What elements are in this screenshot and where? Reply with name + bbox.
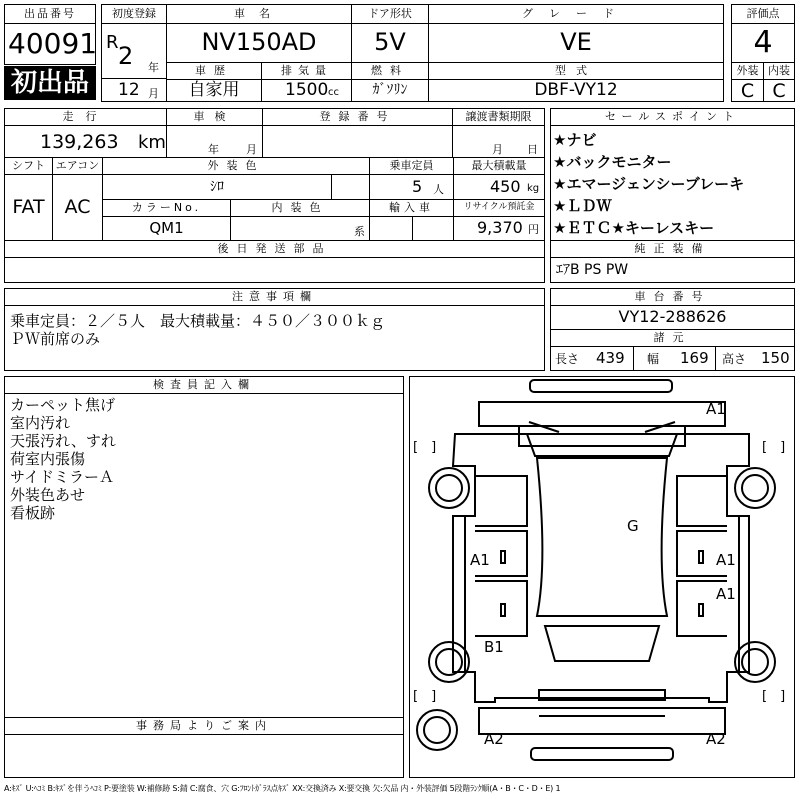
interior-color-unit: 系	[354, 225, 365, 238]
damage-mark-glass: G	[627, 517, 639, 535]
inspection-month-unit: 月	[246, 143, 257, 156]
width-label: 幅	[647, 352, 660, 366]
registration-number-label: 登録番号	[319, 110, 396, 123]
year-unit: 年	[148, 61, 159, 74]
notes-list	[10, 312, 385, 348]
sales-point: ★ナビ	[553, 131, 597, 149]
length: 439	[596, 349, 625, 367]
equipment: ｴｱB PS PW	[556, 262, 629, 278]
ac-label: エアコン	[55, 159, 100, 172]
inspector-note: 外装色あせ	[10, 486, 86, 504]
damage-mark-front: A1	[706, 400, 726, 418]
overall-score: 4	[753, 25, 773, 60]
car-history-label: 車歴	[195, 64, 233, 77]
fuel-label: 燃料	[371, 64, 409, 77]
notes-label: 注意事項欄	[232, 290, 317, 303]
inspector-note: サイドミラーＡ	[10, 468, 114, 486]
sales-point: ★エマージェンシーブレーキ	[553, 175, 745, 193]
bracket-rear-right: [ ]	[762, 689, 786, 704]
car-name: NV150AD	[201, 28, 317, 56]
length-label: 長さ	[555, 352, 580, 366]
interior-grade: C	[772, 80, 786, 102]
score-label: 評価点	[746, 7, 780, 20]
sales-points-label: セールスポイント	[604, 110, 740, 123]
registration-year: 2	[118, 42, 134, 70]
displacement-label: 排気量	[281, 64, 332, 77]
damage-mark-right-door: A1	[716, 551, 736, 569]
car-history: 自家用	[188, 80, 240, 100]
grade-label: グレード	[522, 7, 630, 20]
model-code: DBF-VY12	[534, 80, 618, 100]
height: 150	[761, 349, 790, 367]
office-notice-label: 事務局よりご案内	[136, 719, 272, 732]
max-load: 450	[490, 177, 521, 196]
import-label: 輸入車	[389, 201, 434, 214]
mileage: 139,263	[40, 131, 119, 153]
damage-mark-left-door: A1	[470, 551, 490, 569]
sales-point: ★ＬＤＷ	[553, 197, 612, 215]
lot-number-label: 出品番号	[24, 7, 76, 20]
car-name-label: 車名	[234, 7, 284, 20]
width: 169	[680, 349, 709, 367]
interior-color-label: 内装色	[271, 201, 329, 214]
note-line: ＰＷ前席のみ	[10, 330, 101, 348]
inspector-note: 看板跡	[10, 504, 56, 522]
recycle-deposit-label: リサイクル預託金	[463, 202, 535, 212]
transfer-month-unit: 月	[492, 143, 503, 156]
recycle-unit: 円	[528, 223, 539, 236]
exterior-grade-label: 外装	[736, 64, 759, 77]
specs-label: 諸元	[653, 331, 692, 344]
door-type-label: ドア形状	[368, 7, 412, 20]
air-conditioner: AC	[64, 196, 91, 218]
inspector-note: 天張汚れ、すれ	[10, 432, 116, 450]
equipment-label: 純正装備	[634, 242, 711, 255]
damage-mark-left-rear-wheel: B1	[484, 638, 504, 656]
shift: FAT	[12, 196, 45, 218]
max-load-label: 最大積載量	[471, 159, 527, 172]
inspector-note: 室内汚れ	[10, 414, 71, 432]
capacity-unit: 人	[433, 183, 444, 196]
interior-grade-label: 内装	[768, 64, 790, 77]
transfer-docs-deadline-label: 譲渡書類期限	[465, 110, 532, 123]
color-number-label: カラーNo.	[131, 201, 202, 214]
door-type: 5V	[374, 28, 406, 56]
transfer-day-unit: 日	[527, 143, 538, 156]
height-label: 高さ	[722, 352, 747, 366]
shift-label: シフト	[12, 159, 45, 172]
damage-code-legend: A:ｷｽﾞ U:ﾍｺﾐ B:ｷｽﾞを伴うﾍｺﾐ P:要塗装 W:補修跡 S:錆 C:腐食、穴 G:ﾌﾛﾝﾄｶﾞﾗｽ点ｷｽﾞ XX:交換済み X:要交換 欠:欠品 内・外装評価 5段階ﾗﾝｸ順(A・B・C・D・E) 1	[4, 784, 561, 793]
month-unit: 月	[148, 87, 159, 100]
max-load-unit: kg	[527, 183, 540, 194]
bracket-front-right: [ ]	[762, 440, 786, 455]
chassis-number: VY12-288626	[618, 307, 727, 326]
displacement-unit: cc	[328, 87, 339, 98]
damage-mark-rear-left: A2	[484, 730, 504, 748]
mileage-unit: km	[138, 132, 166, 153]
exterior-color-label: 外装色	[207, 159, 265, 172]
recycle-deposit: 9,370	[477, 218, 523, 237]
era: R	[106, 32, 119, 53]
capacity: 5	[412, 177, 423, 196]
sales-point: ★ＥＴＣ★キーレスキー	[553, 219, 715, 237]
inspector-note: カーペット焦げ	[10, 396, 116, 414]
inspector-notes-list	[10, 396, 116, 522]
model-code-label: 型式	[555, 64, 597, 77]
fuel: ｶﾞｿﾘﾝ	[372, 82, 408, 98]
grade: VE	[560, 28, 592, 56]
later-parts-label: 後日発送部品	[217, 242, 332, 255]
mileage-label: 走行	[62, 110, 109, 123]
sales-points-list	[553, 129, 744, 239]
first-registration-label: 初度登録	[112, 7, 156, 20]
inspection-year-unit: 年	[208, 143, 219, 156]
car-condition-diagram	[409, 376, 795, 778]
exterior-color: ｼﾛ	[210, 179, 224, 195]
bracket-front-left: [ ]	[413, 440, 437, 455]
sales-point: ★バックモニター	[553, 153, 672, 171]
inspector-notes-label: 検査員記入欄	[153, 378, 255, 391]
inspection-label: 車検	[193, 110, 236, 123]
damage-mark-right-rear-door: A1	[716, 585, 736, 603]
inspector-note: 荷室内張傷	[10, 450, 86, 468]
chassis-number-label: 車台番号	[634, 290, 711, 303]
capacity-label: 乗車定員	[389, 159, 434, 172]
note-line: 乗車定員：２／５人 最大積載量：４５０／３００ｋｇ	[10, 312, 386, 330]
lot-number: 40091	[8, 27, 98, 60]
displacement: 1500	[285, 80, 329, 100]
exterior-grade: C	[740, 80, 755, 102]
bracket-rear-left: [ ]	[413, 689, 437, 704]
color-number: QM1	[149, 219, 184, 237]
registration-month: 12	[118, 80, 140, 100]
damage-mark-rear-right: A2	[706, 730, 726, 748]
first-listing-badge: 初出品	[4, 66, 96, 100]
